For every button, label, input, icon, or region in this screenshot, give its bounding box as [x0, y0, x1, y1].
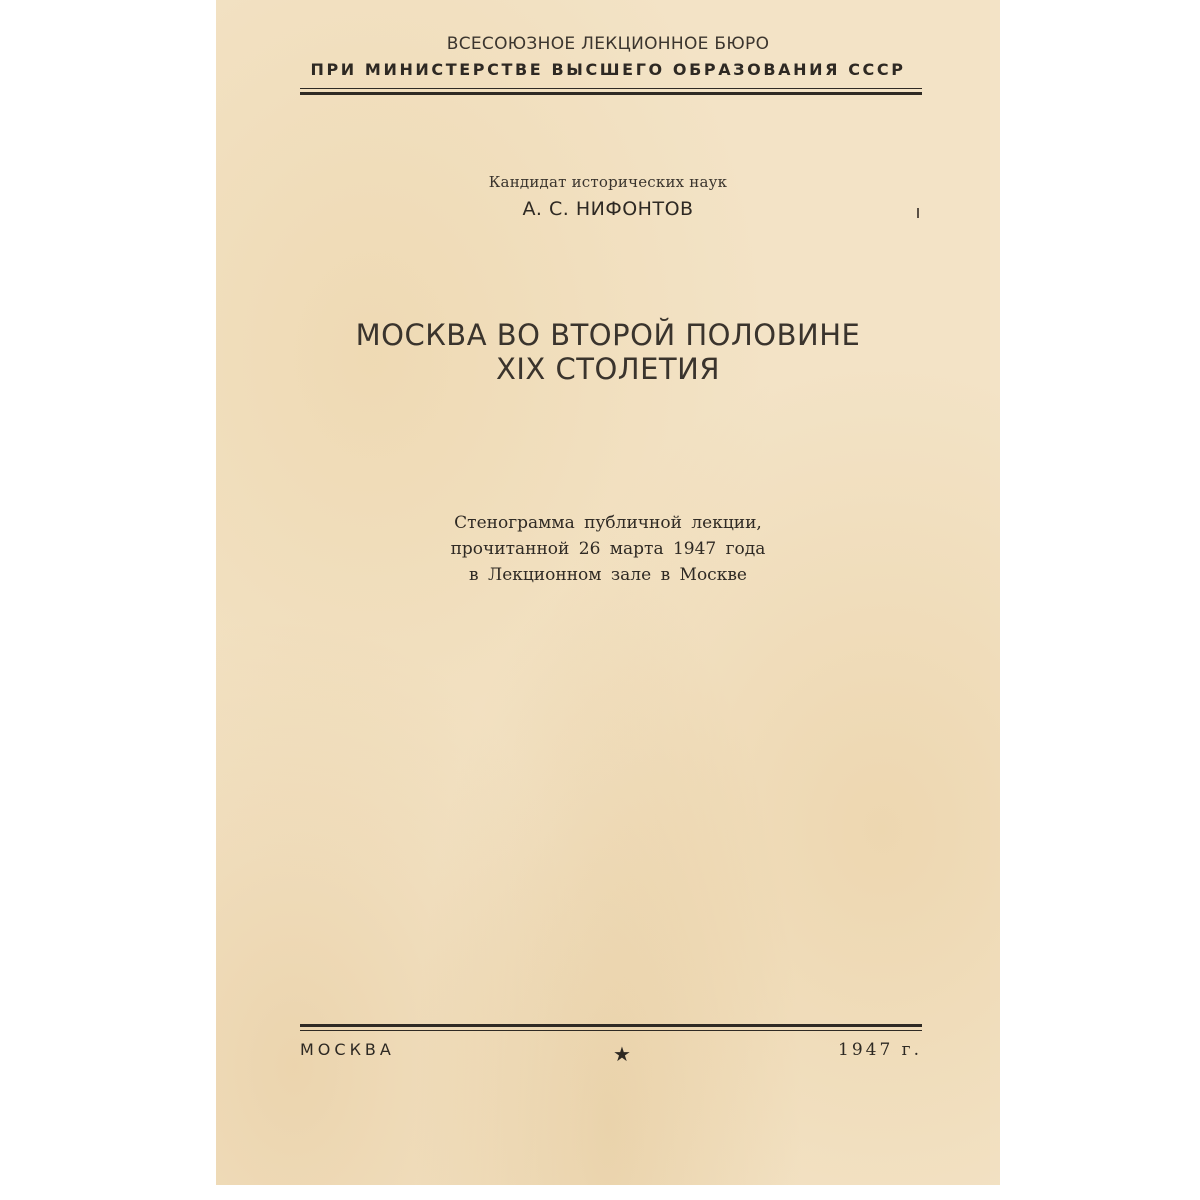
title-line-1: МОСКВА ВО ВТОРОЙ ПОЛОВИНЕ	[355, 318, 861, 352]
footer-rule-thin	[300, 1030, 922, 1031]
author-degree: Кандидат исторических наук	[488, 173, 728, 191]
paper-mark	[917, 208, 919, 218]
subtitle-line-1: Стенограмма публичной лекции,	[454, 513, 762, 533]
publisher-affiliation: ПРИ МИНИСТЕРСТВЕ ВЫСШЕГО ОБРАЗОВАНИЯ СССР	[310, 60, 906, 79]
author-name: А. С. НИФОНТОВ	[522, 198, 694, 220]
document-subtitle	[216, 510, 1000, 588]
publication-city: МОСКВА	[300, 1040, 395, 1059]
subtitle-line-3: в Лекционном зале в Москве	[469, 565, 747, 585]
header-rule-thick	[300, 92, 922, 95]
subtitle-line-2: прочитанной 26 марта 1947 года	[450, 539, 766, 559]
publisher-name: ВСЕСОЮЗНОЕ ЛЕКЦИОННОЕ БЮРО	[446, 34, 770, 54]
publication-year: 1947 г.	[838, 1040, 922, 1060]
header-rule-thin	[300, 88, 922, 89]
title-line-2: XIX СТОЛЕТИЯ	[496, 352, 720, 386]
document-title	[216, 318, 1000, 386]
star-icon: ★	[613, 1042, 631, 1066]
document-page	[216, 0, 1000, 1185]
footer-rule-thick	[300, 1024, 922, 1027]
